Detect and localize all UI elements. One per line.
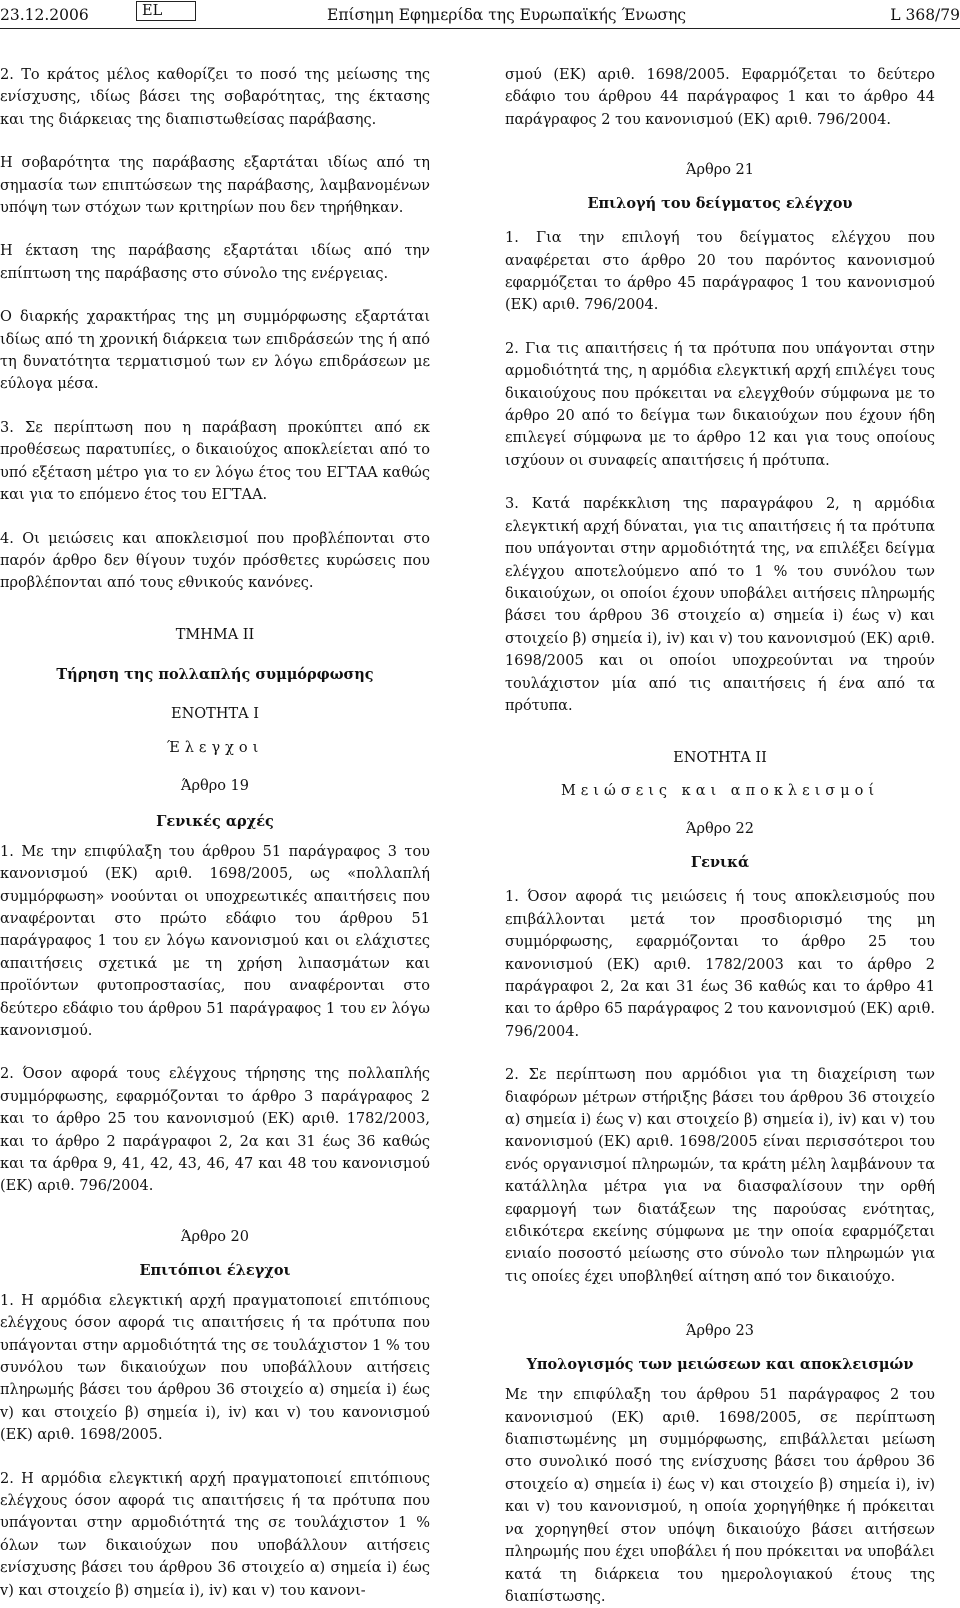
unit-label: ΕΝΟΤΗΤΑ I <box>171 705 259 722</box>
section-label: ΤΜΗΜΑ II <box>175 626 255 643</box>
unit-title: Μειώσεις και αποκλεισμοί <box>560 783 880 800</box>
article-title: Επιτόπιοι έλεγχοι <box>139 1261 291 1279</box>
right-column <box>505 60 935 1608</box>
paragraph: Με την επιφύλαξη του άρθρου 51 παράγραφος 2 του κανονισμού (ΕΚ) αριθ. 1698/2005, σε περίπτωση διαπιστωμένης μη συμμόρφωσης, επιβάλλεται μείωση στο συνολικό ποσό της ενίσχυσης βάσει του άρθρου 36 στοιχείο α) σημεία i) έως v) και στοιχείο β) σημεία i), iv) και v) του κανονισμού, η οποία χορηγήθηκε ή πρόκειται να χορηγηθεί στον υπόψη δικαιούχο βάσει αιτήσεων πληρωμής που έχει υποβάλει ή που πρόκειται να υποβάλει κατά τη διάρκεια του ημερολογιακού έτους της διαπίστωσης. <box>505 1387 935 1605</box>
article-title: Γενικά <box>690 854 750 872</box>
page-header <box>0 0 960 30</box>
unit-label: ΕΝΟΤΗΤΑ II <box>673 750 767 767</box>
journal-title: Επίσημη Εφημερίδα της Ευρωπαϊκής Ένωσης <box>327 6 687 24</box>
paragraph: 1. Με την επιφύλαξη του άρθρου 51 παράγραφος 3 του κανονισμού (ΕΚ) αριθ. 1698/2005, ως «πολλαπλή συμμόρφωση» νοούνται οι υποχρεωτικές απαιτήσεις που αναφέρονται στο πρώτο εδάφιο του άρθρου 51 παράγραφος 1 του εν λόγω κανονισμού και οι ελάχιστες απαιτήσεις σχετικά με τη χρήση λιπασμάτων και προϊόντων φυτοπροστασίας, που αναφέρονται στο δεύτερο εδάφιο του άρθρου 51 παράγραφος 1 του εν λόγω κανονισμού. <box>0 843 430 1039</box>
left-column <box>0 60 430 1602</box>
header-rule <box>0 28 960 29</box>
paragraph: 2. Σε περίπτωση που αρμόδιοι για τη διαχείριση των διαφόρων μέτρων στήριξης βάσει του άρθρου 36 στοιχείο α) σημεία i) έως v) και στοιχείο β) σημεία i), iv) και v) του κανονισμού (ΕΚ) αριθ. 1698/2005 είναι περισσότεροι του ενός οργανισμοί πληρωμών, τα κράτη μέλη λαμβάνουν τα κατάλληλα μέτρα για να διασφαλίσουν την ορθή εφαρμογή των διατάξεων της παρούσας ενότητας, ειδικότερα εκείνης σύμφωνα με την οποία εφαρμόζεται ενιαίο ποσοστό μείωσης στο σύνολο των πληρωμών για τις οποίες έχει υποβληθεί αίτηση από τον δικαιούχο. <box>505 1067 935 1285</box>
paragraph: σμού (ΕΚ) αριθ. 1698/2005. Εφαρμόζεται το δεύτερο εδάφιο του άρθρου 44 παράγραφος 1 και το άρθρο 44 παράγραφος 2 του κανονισμού (ΕΚ) αριθ. 796/2004. <box>505 67 935 128</box>
section-title: Τήρηση της πολλαπλής συμμόρφωσης <box>56 665 374 683</box>
paragraph: 1. Όσον αφορά τις μειώσεις ή τους αποκλεισμούς που επιβάλλονται μετά τον προσδιορισμό της μη συμμόρφωσης, εφαρμόζονται το άρθρο 25 του κανονισμού (ΕΚ) αριθ. 1782/2003 και το άρθρο 2 παράγραφοι 2, 2α και 31 έως 36 καθώς και το άρθρο 41 και το άρθρο 65 παράγραφος 2 του κανονισμού (ΕΚ) αριθ. 796/2004. <box>505 889 935 1040</box>
article-label: Άρθρο 21 <box>685 162 755 179</box>
publication-date: 23.12.2006 <box>0 6 89 24</box>
article-label: Άρθρο 19 <box>180 777 250 794</box>
article-title: Γενικές αρχές <box>156 812 274 830</box>
paragraph: Η σοβαρότητα της παράβασης εξαρτάται ιδίως από τη σημασία των επιπτώσεων της παράβασης, λαμβανομένων υπόψη των στόχων των κριτηρίων που δεν τηρήθηκαν. <box>0 155 430 217</box>
paragraph: 3. Σε περίπτωση που η παράβαση προκύπτει από εκ προθέσεως παρατυπίες, ο δικαιούχος αποκλείεται από το υπό εξέταση μέτρο για το εν λόγω έτος του ΕΓΤΑΑ καθώς και για το επόμενο έτος του ΕΓΤΑΑ. <box>0 419 430 504</box>
paragraph: Η έκταση της παράβασης εξαρτάται ιδίως από την επίπτωση της παράβασης στο σύνολο της ενέργειας. <box>0 243 430 282</box>
paragraph: 2. Όσον αφορά τους ελέγχους τήρησης της πολλαπλής συμμόρφωσης, εφαρμόζονται το άρθρο 3 παράγραφος 2 και το άρθρο 25 του κανονισμού (ΕΚ) αριθ. 1782/2003, και το άρθρο 2 παράγραφοι 2, 2α και 31 έως 36 καθώς και τα άρθρα 9, 41, 42, 43, 46, 47 και 48 του κανονισμού (ΕΚ) αριθ. 796/2004. <box>0 1066 430 1195</box>
article-label: Άρθρο 20 <box>180 1228 250 1245</box>
paragraph: 1. Η αρμόδια ελεγκτική αρχή πραγματοποιεί επιτόπιους ελέγχους όσον αφορά τις απαιτήσεις ή τα πρότυπα που υπάγονται στην αρμοδιότητά της σε τουλάχιστον 1 % του συνόλου των δικαιούχων που υποβάλλουν αιτήσεις πληρωμής βάσει του άρθρου 36 στοιχείο α) σημεία i) έως v) και στοιχείο β) σημεία i), iv) και v) του κανονισμού (ΕΚ) αριθ. 1698/2005. <box>0 1292 430 1444</box>
paragraph: 2. Για τις απαιτήσεις ή τα πρότυπα που υπάγονται στην αρμοδιότητά της, η αρμόδια ελεγκτική αρχή επιλέγει τους δικαιούχους που πρόκειται να ελεγχθούν σύμφωνα με το άρθρο 20 από το δείγμα των δικαιούχων που έχουν ήδη επιλεγεί σύμφωνα με το άρθρο 12 και για τους οποίους ισχύουν οι συναφείς απαιτήσεις ή πρότυπα. <box>505 340 935 469</box>
paragraph: 1. Για την επιλογή του δείγματος ελέγχου που αναφέρεται στο άρθρο 20 του παρόντος κανονισμού εφαρμόζεται το άρθρο 45 παράγραφος 1 του κανονισμού (ΕΚ) αριθ. 796/2004. <box>505 230 935 314</box>
language-box: EL <box>136 1 196 21</box>
page-reference: L 368/79 <box>890 6 960 24</box>
article-label: Άρθρο 22 <box>685 821 755 838</box>
paragraph: Ο διαρκής χαρακτήρας της μη συμμόρφωσης εξαρτάται ιδίως από τη χρονική διάρκεια των επιδράσεών της ή από τη δυνατότητα τερματισμού των εν λόγω επιδράσεων με εύλογα μέσα. <box>0 309 430 393</box>
article-title: Υπολογισμός των μειώσεων και αποκλεισμών <box>526 1356 914 1374</box>
paragraph: 2. Η αρμόδια ελεγκτική αρχή πραγματοποιεί επιτόπιους ελέγχους όσον αφορά τις απαιτήσεις ή τα πρότυπα που υπάγονται στην αρμοδιότητά της σε τουλάχιστον 1 % όλων των δικαιούχων που υποβάλλουν αιτήσεις ενίσχυσης βάσει του άρθρου 36 στοιχείο α) σημεία i) έως v) και στοιχείο β) σημεία i), iv) και v) του κανονι- <box>0 1470 430 1599</box>
article-title: Επιλογή του δείγματος ελέγχου <box>587 195 853 213</box>
unit-title: Έλεγχοι <box>166 739 264 756</box>
article-label: Άρθρο 23 <box>685 1323 755 1340</box>
paragraph: 2. Το κράτος μέλος καθορίζει το ποσό της μείωσης της ενίσχυσης, ιδίως βάσει της σοβαρότητας, της έκτασης και της διάρκειας της διαπιστωθείσας παράβασης. <box>0 67 430 128</box>
paragraph: 4. Οι μειώσεις και αποκλεισμοί που προβλέπονται στο παρόν άρθρο δεν θίγουν τυχόν πρόσθετες κυρώσεις που προβλέπονται από τους εθνικούς κανόνες. <box>0 530 430 592</box>
paragraph: 3. Κατά παρέκκλιση της παραγράφου 2, η αρμόδια ελεγκτική αρχή δύναται, για τις απαιτήσεις ή τα πρότυπα που υπάγονται στην αρμοδιότητά της, να επιλέξει δείγμα ελέγχου αποτελούμενο από το 1 % του συνόλου των δικαιούχων, οι οποίοι έχουν υποβάλει αιτήσεις πληρωμής βάσει του άρθρου 36 στοιχείο α) σημεία i) έως v) και στοιχείο β) σημεία i), iv) και v) του κανονισμού (ΕΚ) αριθ. 1698/2005 και οι οποίοι υποχρεούνται να τηρούν τουλάχιστον μία από τις απαιτήσεις ή ένα από τα πρότυπα. <box>505 496 935 714</box>
